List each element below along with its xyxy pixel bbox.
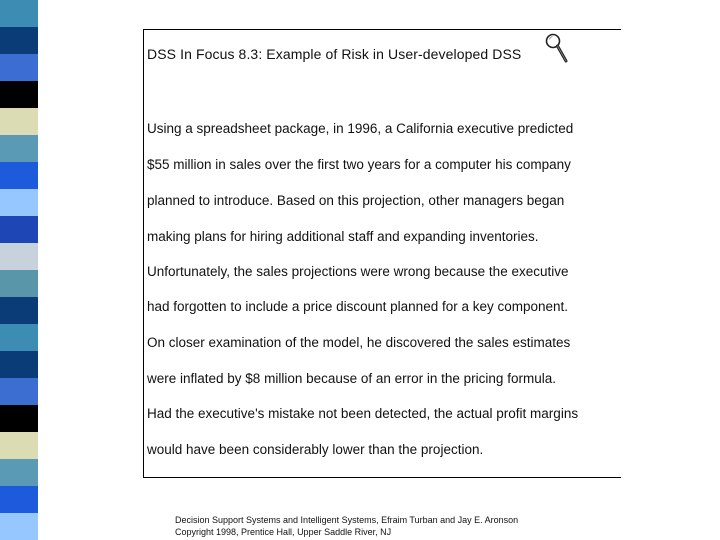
stripe-block xyxy=(0,189,38,216)
stripe-block xyxy=(0,486,38,513)
stripe-block xyxy=(0,54,38,81)
slide-title: DSS In Focus 8.3: Example of Risk in User-developed DSS xyxy=(147,46,522,62)
stripe-block xyxy=(0,270,38,297)
stripe-block xyxy=(0,513,38,540)
stripe-block xyxy=(0,135,38,162)
decorative-stripe xyxy=(0,0,38,540)
stripe-block xyxy=(0,297,38,324)
stripe-block xyxy=(0,27,38,54)
body-text-line: making plans for hiring additional staff and expanding inventories. xyxy=(147,229,539,244)
body-text-line: On closer examination of the model, he discovered the sales estimates xyxy=(147,335,571,350)
body-text-line: had forgotten to include a price discount planned for a key component. xyxy=(147,299,569,314)
body-text-line: Using a spreadsheet package, in 1996, a California executive predicted xyxy=(147,121,574,136)
stripe-block xyxy=(0,324,38,351)
stripe-block xyxy=(0,432,38,459)
body-text-line: would have been considerably lower than the projection. xyxy=(147,442,484,457)
body-text-line: were inflated by $8 million because of an error in the pricing formula. xyxy=(147,371,556,386)
magnifier-icon xyxy=(543,31,569,65)
footer-citation: Decision Support Systems and Intelligent Systems, Efraim Turban and Jay E. Aronson xyxy=(175,515,519,525)
footer-copyright: Copyright 1998, Prentice Hall, Upper Saddle River, NJ xyxy=(175,527,392,537)
body-text-line: planned to introduce. Based on this projection, other managers began xyxy=(147,193,565,208)
stripe-block xyxy=(0,243,38,270)
body-text-line: Had the executive's mistake not been detected, the actual profit margins xyxy=(147,406,579,421)
stripe-block xyxy=(0,459,38,486)
stripe-block xyxy=(0,216,38,243)
stripe-block xyxy=(0,0,38,27)
stripe-block xyxy=(0,378,38,405)
stripe-block xyxy=(0,351,38,378)
body-text-line: $55 million in sales over the first two years for a computer his company xyxy=(147,157,571,172)
body-text-line: Unfortunately, the sales projections were wrong because the executive xyxy=(147,264,569,279)
stripe-block xyxy=(0,162,38,189)
stripe-block xyxy=(0,108,38,135)
stripe-block xyxy=(0,405,38,432)
stripe-block xyxy=(0,81,38,108)
